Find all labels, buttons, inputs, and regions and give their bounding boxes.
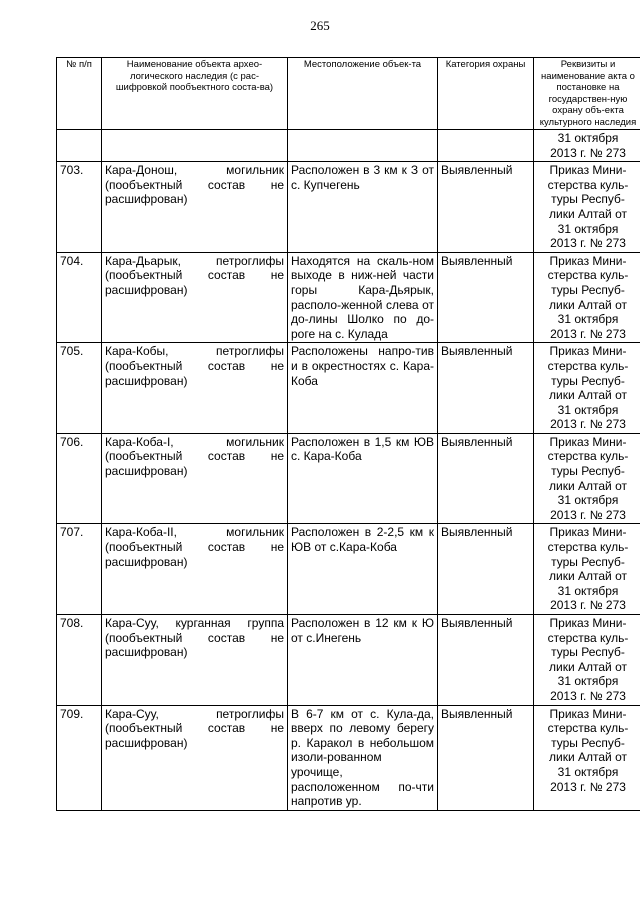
row-num: 703. <box>57 162 102 253</box>
continuation-num <box>57 130 102 162</box>
table-row <box>57 162 640 253</box>
row-document-line: лики Алтай от <box>549 297 627 312</box>
row-location: Расположены напро-тив и в окрестностях с. Кара-Коба <box>288 343 438 434</box>
row-document-line: Приказ Мини- <box>549 434 627 449</box>
row-document-line: 31 октября <box>557 493 619 508</box>
continuation-document-line: 2013 г. № 273 <box>550 145 626 160</box>
row-document-line: туры Респуб- <box>551 645 625 660</box>
row-category: Выявленный <box>438 162 534 253</box>
row-document-line: 31 октября <box>557 312 619 327</box>
row-document-line: лики Алтай от <box>549 206 627 221</box>
row-document-line: 31 октября <box>557 583 619 598</box>
row-document-line: Приказ Мини- <box>549 525 627 540</box>
row-location: В 6-7 км от с. Кула-да, вверх по левому берегу р. Каракол в небольшом изоли-рованном урочище, расположенном по-чти напротив ур. <box>288 705 438 810</box>
row-document-line: туры Респуб- <box>551 554 625 569</box>
row-document-line: 2013 г. № 273 <box>550 598 626 613</box>
row-document <box>534 252 640 343</box>
row-document-line: лики Алтай от <box>549 659 627 674</box>
row-document-line: стерства куль- <box>547 268 629 283</box>
row-document-line: 2013 г. № 273 <box>550 507 626 522</box>
heritage-table <box>56 57 640 811</box>
row-category: Выявленный <box>438 615 534 706</box>
row-document-line: стерства куль- <box>547 177 629 192</box>
row-location: Находятся на скаль-ном выходе в ниж-ней части горы Кара-Дьярык, располо-женной слева от до-лины Шолко по до-роге на с. Кулада <box>288 252 438 343</box>
row-document-line: Приказ Мини- <box>549 253 627 268</box>
row-category: Выявленный <box>438 343 534 434</box>
row-document-line: 2013 г. № 273 <box>550 779 626 794</box>
row-document-line: 31 октября <box>557 221 619 236</box>
header-category: Категория охраны <box>438 58 534 130</box>
table-body <box>57 130 640 811</box>
row-document-line: Приказ Мини- <box>549 616 627 630</box>
row-document-line: лики Алтай от <box>549 478 627 493</box>
header-location: Местоположение объек-та <box>288 58 438 130</box>
row-document-line: 2013 г. № 273 <box>550 236 626 251</box>
row-num: 709. <box>57 705 102 810</box>
row-name: Кара-Суу, курганная группа (пообъектный состав не расшифрован) <box>102 615 288 706</box>
row-document <box>534 705 640 810</box>
row-document-line: 31 октября <box>557 764 619 779</box>
row-document-line: лики Алтай от <box>549 750 627 765</box>
header-name: Наименование объекта архео-логического наследия (с рас-шифровкой пообъектного соста-ва) <box>102 58 288 130</box>
row-category: Выявленный <box>438 524 534 615</box>
row-document-line: туры Респуб- <box>551 282 625 297</box>
row-location: Расположен в 1,5 км ЮВ с. Кара-Коба <box>288 433 438 524</box>
row-num: 708. <box>57 615 102 706</box>
row-category: Выявленный <box>438 433 534 524</box>
row-name: Кара-Кобы, петроглифы (пообъектный состав не расшифрован) <box>102 343 288 434</box>
row-document <box>534 343 640 434</box>
row-document-line: 2013 г. № 273 <box>550 417 626 432</box>
table-row <box>57 343 640 434</box>
row-location: Расположен в 2-2,5 км к ЮВ от с.Кара-Коба <box>288 524 438 615</box>
continuation-name <box>102 130 288 162</box>
row-document-line: стерства куль- <box>547 721 629 736</box>
row-category: Выявленный <box>438 705 534 810</box>
continuation-document <box>534 130 640 162</box>
row-document-line: стерства куль- <box>547 449 629 464</box>
row-document-line: Приказ Мини- <box>549 344 627 359</box>
row-document-line: туры Респуб- <box>551 373 625 388</box>
row-document-line: стерства куль- <box>547 540 629 555</box>
row-document <box>534 615 640 706</box>
continuation-document-line: 31 октября <box>557 131 619 145</box>
page-number: 265 <box>310 18 330 33</box>
table-row <box>57 433 640 524</box>
row-name: Кара-Суу, петроглифы (пообъектный состав не расшифрован) <box>102 705 288 810</box>
table-row <box>57 252 640 343</box>
continuation-location <box>288 130 438 162</box>
row-name: Кара-Коба-I, могильник (пообъектный состав не расшифрован) <box>102 433 288 524</box>
row-num: 704. <box>57 252 102 343</box>
row-document <box>534 162 640 253</box>
row-name: Кара-Донош, могильник (пообъектный состав не расшифрован) <box>102 162 288 253</box>
row-location: Расположен в 12 км к Ю от с.Инегень <box>288 615 438 706</box>
row-location: Расположен в 3 км к З от с. Купчегень <box>288 162 438 253</box>
table-row <box>57 705 640 810</box>
row-num: 707. <box>57 524 102 615</box>
row-document-line: 31 октября <box>557 674 619 689</box>
row-document-line: туры Респуб- <box>551 192 625 207</box>
continuation-row <box>57 130 640 162</box>
row-document-line: 2013 г. № 273 <box>550 688 626 703</box>
row-name: Кара-Дьарык, петроглифы (пообъектный состав не расшифрован) <box>102 252 288 343</box>
table-header-row <box>57 58 640 130</box>
row-document-line: туры Респуб- <box>551 735 625 750</box>
row-document-line: 2013 г. № 273 <box>550 326 626 341</box>
row-document <box>534 524 640 615</box>
row-category: Выявленный <box>438 252 534 343</box>
row-document-line: стерства куль- <box>547 358 629 373</box>
row-document-line: лики Алтай от <box>549 388 627 403</box>
header-num: № п/п <box>57 58 102 130</box>
table-row <box>57 524 640 615</box>
row-document-line: туры Респуб- <box>551 464 625 479</box>
row-document-line: 31 октября <box>557 402 619 417</box>
row-document-line: стерства куль- <box>547 630 629 645</box>
row-document-line: Приказ Мини- <box>549 163 627 178</box>
row-num: 706. <box>57 433 102 524</box>
row-name: Кара-Коба-II, могильник (пообъектный состав не расшифрован) <box>102 524 288 615</box>
row-document-line: Приказ Мини- <box>549 706 627 721</box>
continuation-category <box>438 130 534 162</box>
table-row <box>57 615 640 706</box>
header-document: Реквизиты и наименование акта о постановке на государствен-ную охрану объ-екта культурного наследия <box>534 58 640 130</box>
row-document-line: лики Алтай от <box>549 569 627 584</box>
row-num: 705. <box>57 343 102 434</box>
row-document <box>534 433 640 524</box>
